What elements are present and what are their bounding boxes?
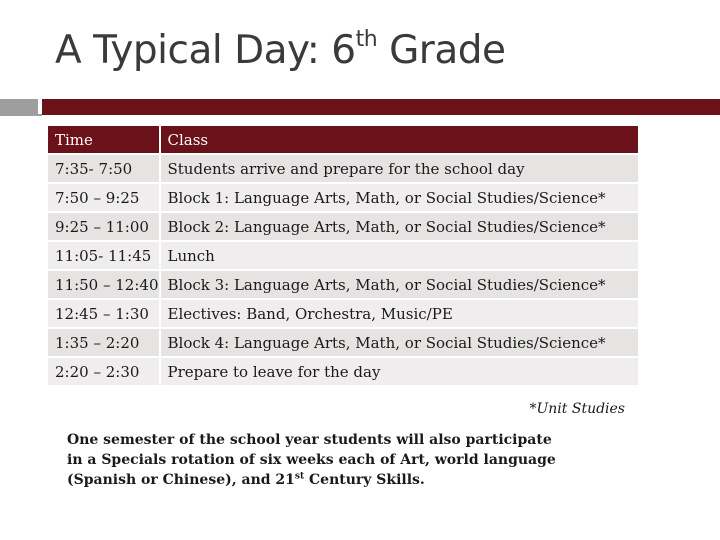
- gray-accent-line: [0, 114, 42, 116]
- header-time: Time: [48, 126, 161, 155]
- unit-studies-footnote: *Unit Studies: [529, 401, 625, 417]
- cell-time: 1:35 – 2:20: [48, 329, 161, 358]
- red-header-bar: [42, 99, 720, 115]
- paragraph-line-3-start: (Spanish or Chinese), and 21: [67, 472, 295, 488]
- cell-class: Block 4: Language Arts, Math, or Social Studies/Science*: [161, 329, 639, 358]
- cell-time: 7:50 – 9:25: [48, 184, 161, 213]
- schedule-table: [48, 126, 638, 387]
- cell-time: 12:45 – 1:30: [48, 300, 161, 329]
- specials-paragraph: [67, 430, 607, 490]
- cell-class: Students arrive and prepare for the school day: [161, 155, 639, 184]
- paragraph-line-2: in a Specials rotation of six weeks each of Art, world language: [67, 452, 556, 468]
- cell-class: Electives: Band, Orchestra, Music/PE: [161, 300, 639, 329]
- cell-class: Block 1: Language Arts, Math, or Social Studies/Science*: [161, 184, 639, 213]
- cell-time: 11:05- 11:45: [48, 242, 161, 271]
- cell-class: Prepare to leave for the day: [161, 358, 639, 387]
- title-main: A Typical Day: 6: [55, 28, 356, 73]
- table-row: [48, 155, 638, 184]
- page-title: [55, 28, 505, 73]
- title-tail: Grade: [377, 28, 506, 73]
- paragraph-line-3-end: Century Skills.: [304, 472, 425, 488]
- table-row: [48, 242, 638, 271]
- table-row: [48, 358, 638, 387]
- paragraph-superscript: st: [294, 471, 305, 482]
- table-row: [48, 213, 638, 242]
- cell-class: Lunch: [161, 242, 639, 271]
- header-class: Class: [161, 126, 639, 155]
- cell-time: 2:20 – 2:30: [48, 358, 161, 387]
- cell-time: 7:35- 7:50: [48, 155, 161, 184]
- cell-time: 11:50 – 12:40: [48, 271, 161, 300]
- table-row: [48, 271, 638, 300]
- cell-class: Block 2: Language Arts, Math, or Social Studies/Science*: [161, 213, 639, 242]
- table-header-row: [48, 126, 638, 155]
- gray-accent-bar: [0, 99, 38, 115]
- table-row: [48, 184, 638, 213]
- paragraph-line-1: One semester of the school year students will also participate: [67, 432, 552, 448]
- cell-time: 9:25 – 11:00: [48, 213, 161, 242]
- cell-class: Block 3: Language Arts, Math, or Social Studies/Science*: [161, 271, 639, 300]
- table-row: [48, 329, 638, 358]
- table-row: [48, 300, 638, 329]
- title-superscript: th: [355, 27, 378, 52]
